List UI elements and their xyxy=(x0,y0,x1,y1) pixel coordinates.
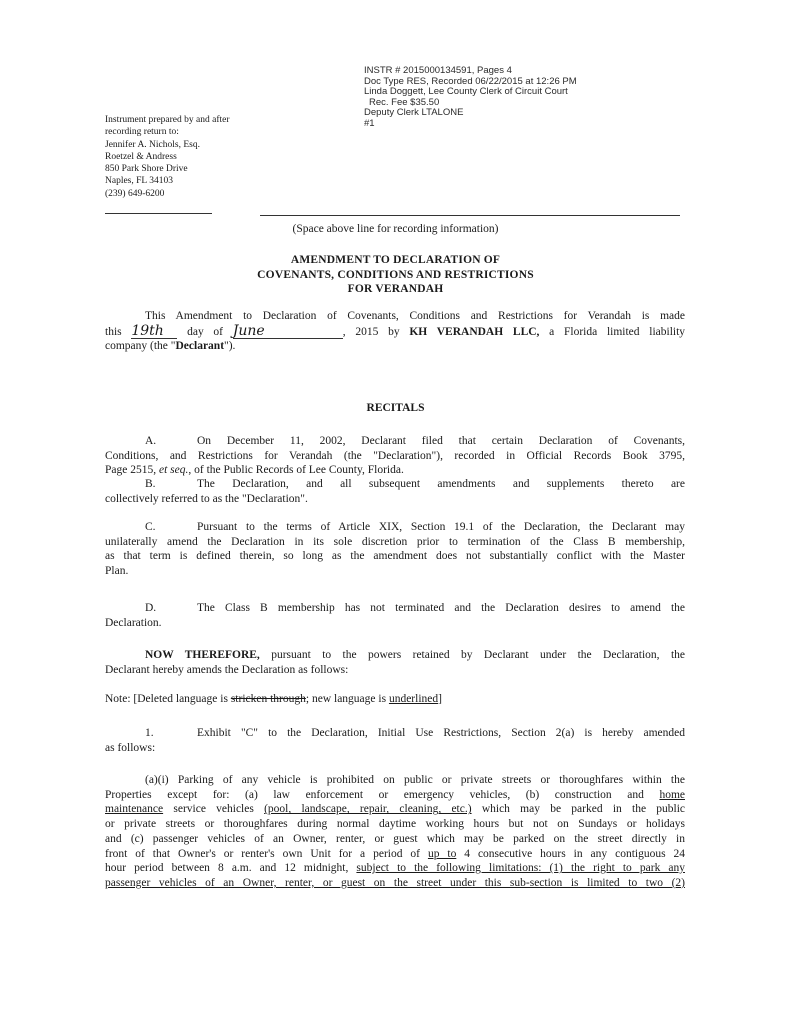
now-therefore-text: pursuant to the powers retained by Declarant under the Declaration, the xyxy=(271,649,685,661)
recital-text: On December 11, 2002, Declarant filed that certain Declaration of Covenants, xyxy=(197,435,685,447)
section-text: which may be parked in the public xyxy=(481,803,686,816)
recording-divider-left xyxy=(105,213,212,214)
note-line xyxy=(105,692,685,707)
section-text: (a)(i) Parking of any vehicle is prohibited on public or private streets or thoroughfares within the xyxy=(145,774,685,786)
recitals-heading: RECITALS xyxy=(366,402,425,414)
now-therefore-text: Declarant hereby amends the Declaration as follows: xyxy=(105,663,349,676)
section-inserted-text: maintenance xyxy=(105,803,164,816)
recital-text: unilaterally amend the Declaration in its sole discretion prior to termination of the Class B membership, xyxy=(105,535,685,548)
note-underlined-sample: underlined xyxy=(388,693,439,705)
recording-stamp xyxy=(364,66,577,130)
prepared-by-line: Naples, FL 34103 xyxy=(105,176,173,187)
prepared-by-block xyxy=(105,114,230,200)
stamp-line: Linda Doggett, Lee County Clerk of Circuit Court xyxy=(364,86,568,98)
title-line: FOR VERANDAH xyxy=(347,283,444,295)
section-text: 4 consecutive hours in any contiguous 24 xyxy=(464,847,685,860)
section-text: or private streets or thoroughfares during normal daytime working hours but not on Sundays or holidays xyxy=(105,818,685,831)
recital-c xyxy=(105,520,685,579)
recital-label: B. xyxy=(145,478,156,490)
recital-label: C. xyxy=(145,521,156,533)
recital-text: et seq. xyxy=(158,464,189,477)
recital-a xyxy=(105,434,685,478)
stamp-line: Doc Type RES, Recorded 06/22/2015 at 12:26 PM xyxy=(364,75,577,87)
prepared-by-line: Instrument prepared by and after xyxy=(105,115,230,125)
intro-text: , 2015 by xyxy=(342,325,400,338)
recital-label: D. xyxy=(145,602,157,614)
intro-text: a Florida limited liability xyxy=(549,325,686,338)
month-handwritten-field: June xyxy=(233,324,343,340)
section-inserted-text: subject to the following limitations: (1) the right to park any xyxy=(356,862,685,875)
section-inserted-text: passenger vehicles of an Owner, renter, or guest on the street under this sub-section is limited to two (2) xyxy=(105,876,685,889)
now-therefore-paragraph xyxy=(105,648,685,677)
stamp-line: Rec. Fee $35.50 xyxy=(369,96,440,108)
stamp-line: #1 xyxy=(364,117,375,129)
recital-text: Declaration. xyxy=(105,616,162,629)
recital-text: , of the Public Records of Lee County, Florida. xyxy=(188,464,404,477)
prepared-by-line: (239) 649-6200 xyxy=(105,188,165,199)
recital-text: The Declaration, and all subsequent amendments and supplements thereto are xyxy=(197,478,685,490)
item-text: as follows: xyxy=(105,741,156,754)
section-inserted-text: up to xyxy=(427,847,457,860)
recital-text: Page 2515, xyxy=(105,464,157,477)
recital-text: Pursuant to the terms of Article XIX, Section 19.1 of the Declaration, the Declarant may xyxy=(197,521,685,533)
intro-text: company (the " xyxy=(105,340,176,353)
section-inserted-text: home xyxy=(659,788,685,801)
section-text: service vehicles xyxy=(173,803,254,816)
recital-text: Conditions, and Restrictions for Verandah (the "Declaration"), recorded in Official Records Book 3795, xyxy=(105,449,685,462)
day-handwritten-field: 19th xyxy=(131,324,177,340)
recording-divider-right xyxy=(260,215,680,216)
stamp-line: Deputy Clerk LTALONE xyxy=(364,107,464,119)
intro-text: "). xyxy=(224,340,236,353)
item-label: 1. xyxy=(145,727,154,739)
section-text: hour period between 8 a.m. and 12 midnight, xyxy=(105,862,349,875)
stamp-line: INSTR # 2015000134591, Pages 4 xyxy=(364,65,512,76)
prepared-by-line: Jennifer A. Nichols, Esq. xyxy=(105,139,200,150)
declarant-term: Declarant xyxy=(175,340,225,353)
recital-b xyxy=(105,477,685,506)
note-text: Note: [Deleted language is xyxy=(105,693,228,705)
recital-text: Plan. xyxy=(105,565,129,578)
intro-text: this xyxy=(105,325,122,338)
recital-d xyxy=(105,601,685,630)
prepared-by-line: 850 Park Shore Drive xyxy=(105,164,188,175)
recital-text: as that term is defined therein, so long as the amendment does not substantially conflict with the Master xyxy=(105,550,685,563)
note-text: ; new language is xyxy=(305,693,387,705)
recital-text: The Class B membership has not terminated and the Declaration desires to amend the xyxy=(197,602,685,614)
prepared-by-line: Roetzel & Andress xyxy=(105,151,177,162)
recital-text: collectively referred to as the "Declaration". xyxy=(105,492,308,505)
section-text: and (c) passenger vehicles of an Owner, renter, or guest which may be parked on the street directly in xyxy=(105,832,685,845)
now-therefore-lead: NOW THEREFORE, xyxy=(145,649,260,661)
title-line: AMENDMENT TO DECLARATION OF xyxy=(290,254,501,266)
intro-text: day of xyxy=(187,325,224,338)
item-1 xyxy=(105,726,685,755)
prepared-by-line: recording return to: xyxy=(105,127,179,138)
section-text: front of that Owner's or renter's own Unit for a period of xyxy=(105,847,420,860)
section-a-paragraph xyxy=(105,773,685,891)
document-title xyxy=(0,253,791,297)
note-text: ] xyxy=(438,693,442,705)
recital-label: A. xyxy=(145,435,157,447)
item-text: Exhibit "C" to the Declaration, Initial Use Restrictions, Section 2(a) is hereby amended xyxy=(197,727,685,739)
title-line: COVENANTS, CONDITIONS AND RESTRICTIONS xyxy=(257,268,534,281)
recording-space-note: (Space above line for recording information) xyxy=(292,223,499,235)
declarant-name: KH VERANDAH LLC, xyxy=(409,325,540,338)
section-inserted-text: (pool, landscape, repair, cleaning, etc.) xyxy=(264,803,472,816)
note-struck-sample: stricken through xyxy=(230,693,306,705)
intro-paragraph xyxy=(105,309,685,354)
section-text: Properties except for: (a) law enforcement or emergency vehicles, (b) construction and xyxy=(105,788,644,801)
intro-text: This Amendment to Declaration of Covenants, Conditions and Restrictions for Verandah is made xyxy=(145,310,685,322)
